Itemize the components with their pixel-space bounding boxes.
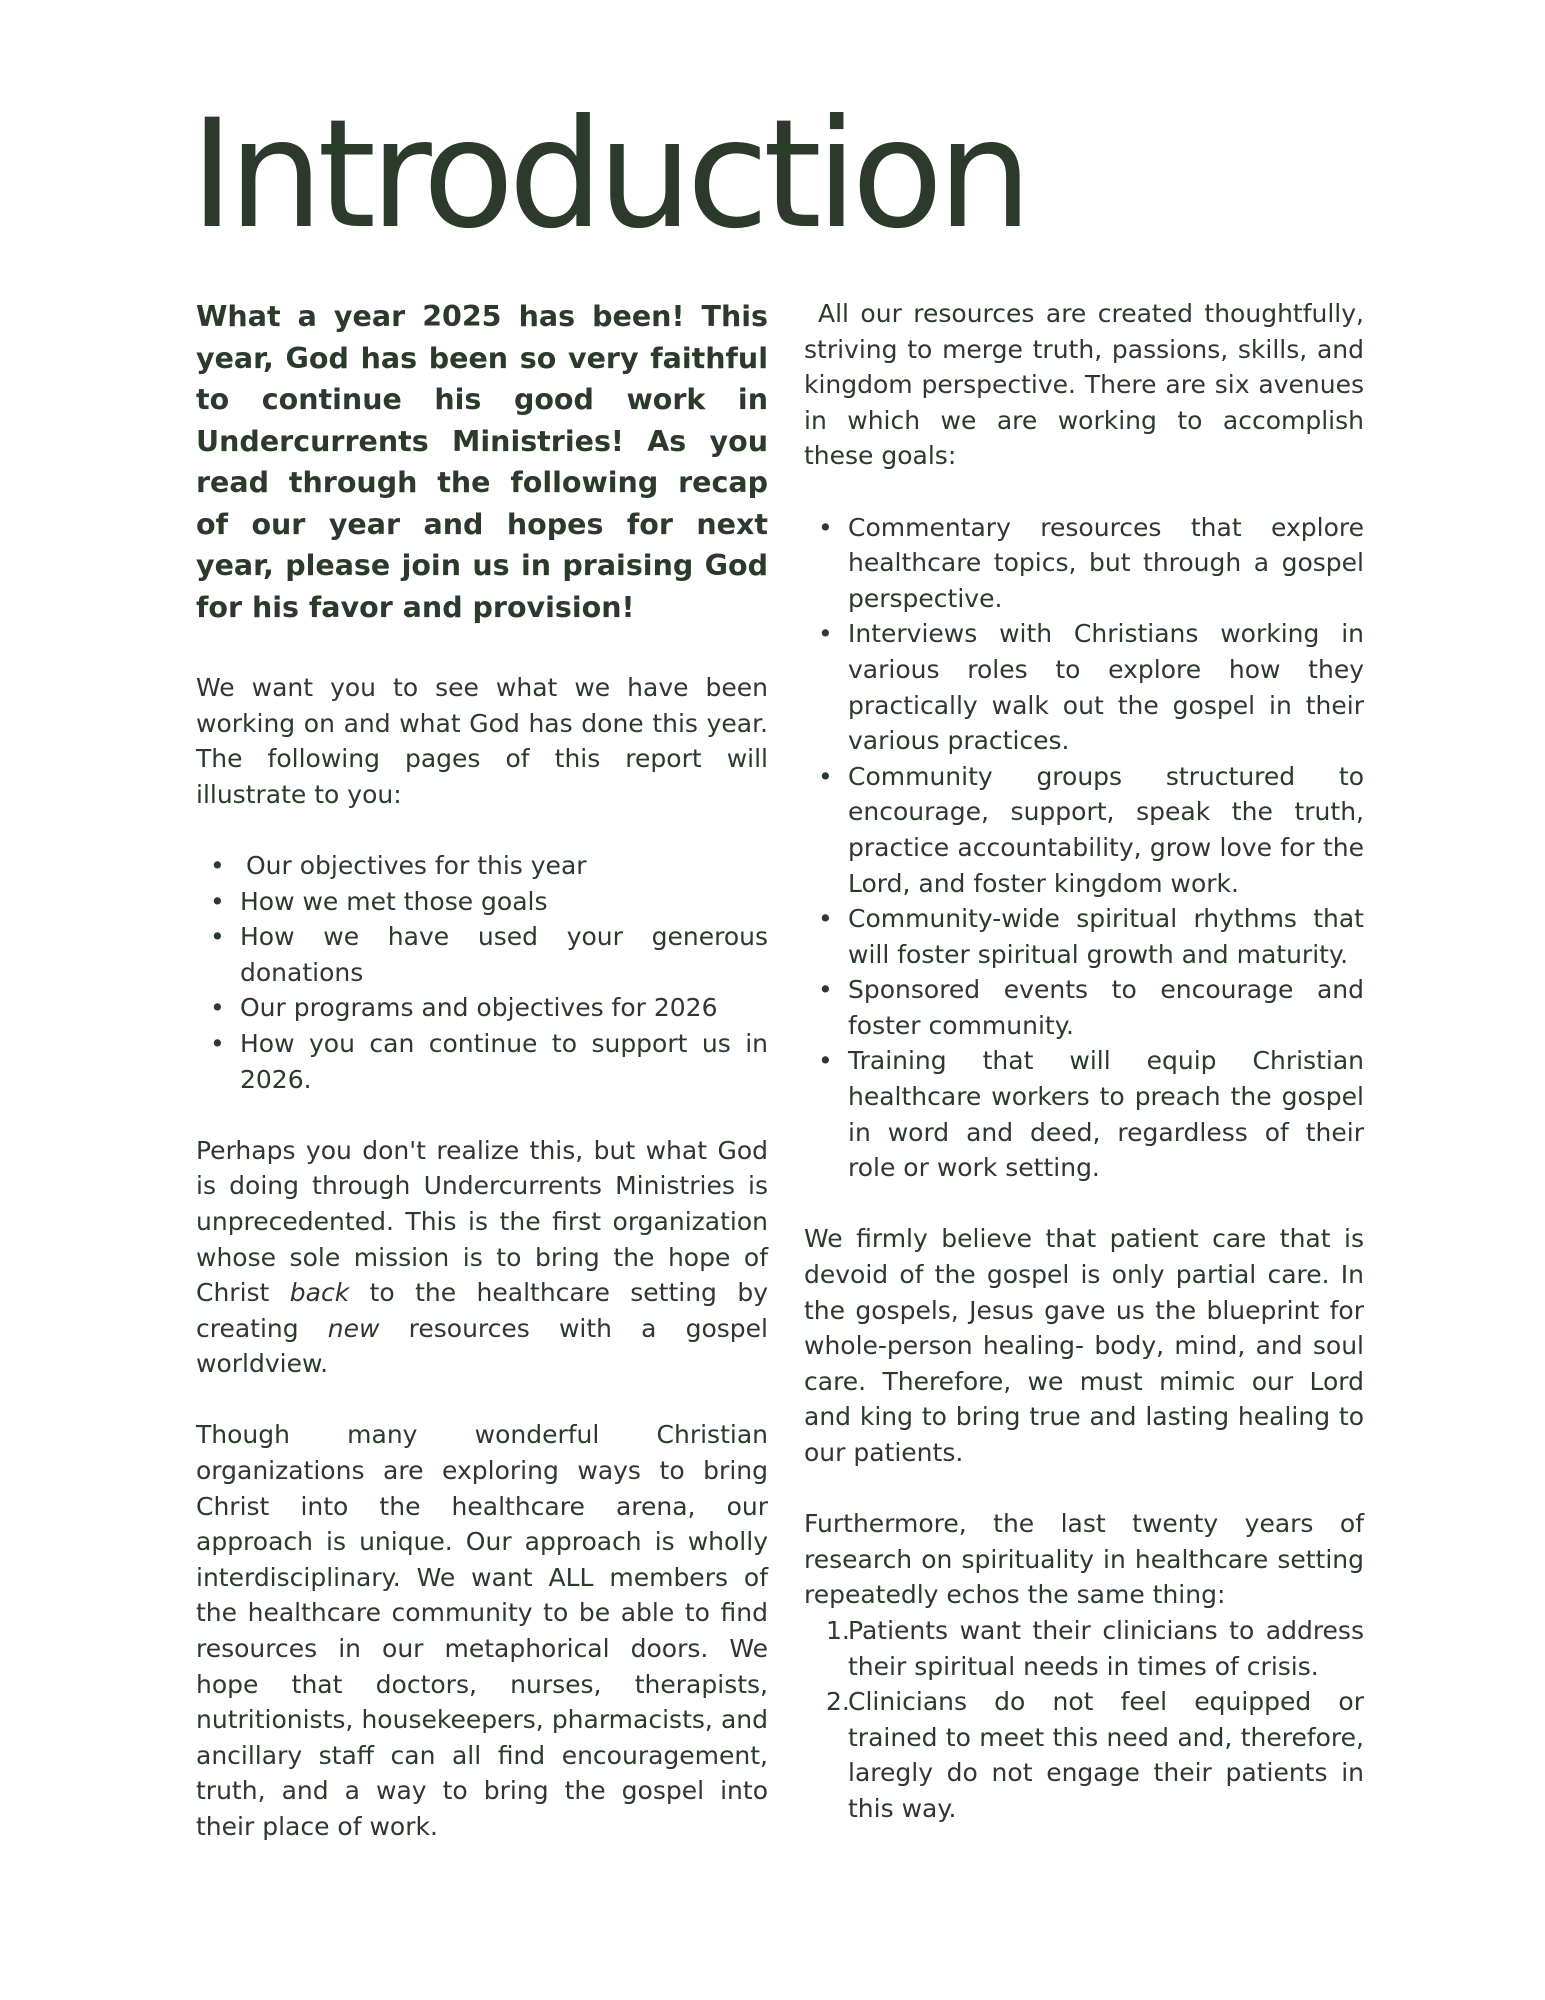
list-item: • How you can continue to support us in 2026. (196, 1026, 768, 1097)
list-item: • Commentary resources that explore healthcare topics, but through a gospel perspective. (804, 510, 1364, 617)
right-column (804, 296, 1364, 1827)
report-contents-list (196, 848, 768, 1097)
emphasis-new: new (327, 1313, 380, 1343)
list-item: • Sponsored events to encourage and foster community. (804, 972, 1364, 1043)
emphasis-back: back (289, 1278, 350, 1308)
list-item: • How we have used your generous donations (196, 919, 768, 990)
belief-paragraph: We firmly believe that patient care that is devoid of the gospel is only partial care. In the gospels, Jesus gave us the blueprint for whole-person healing- body, mind, and soul care. Therefore, we must mimic our Lord and king to bring true and lasting healing to our patients. (804, 1224, 1364, 1467)
research-findings-list (804, 1613, 1364, 1827)
list-number: 1. (826, 1615, 850, 1645)
avenues-list (804, 510, 1364, 1186)
list-item: • Community groups structured to encourage, support, speak the truth, practice accountability, grow love for the Lord, and foster kingdom work. (804, 759, 1364, 901)
list-item: • How we met those goals (196, 884, 768, 920)
approach-paragraph: Though many wonderful Christian organizations are exploring ways to bring Christ into the healthcare arena, our approach is unique. Our approach is wholly interdisciplinary. We want ALL members of the healthcare community to be able to find resources in our metaphorical doors. We hope that doctors, nurses, therapists, nutritionists, housekeepers, pharmacists, and ancillary staff can all find encouragement, truth, and a way to bring the gospel into their place of work. (196, 1420, 768, 1841)
list-item: • Interviews with Christians working in various roles to explore how they practically walk out the gospel in their various practices. (804, 616, 1364, 758)
research-paragraph: Furthermore, the last twenty years of research on spirituality in healthcare setting repeatedly echos the same thing: (804, 1509, 1364, 1610)
list-item: • Community-wide spiritual rhythms that will foster spiritual growth and maturity. (804, 901, 1364, 972)
intro-paragraph: We want you to see what we have been working on and what God has done this year. The following pages of this report will illustrate to you: (196, 673, 768, 809)
list-item: • Training that will equip Christian healthcare workers to preach the gospel in word and deed, regardless of their role or work setting. (804, 1043, 1364, 1185)
list-item: • Our programs and objectives for 2026 (196, 990, 768, 1026)
mission-paragraph: Perhaps you don't realize this, but what God is doing through Undercurrents Ministries is unprecedented. This is the first organization whose sole mission is to bring the hope of Christ back to the healthcare setting by creating new resources with a gospel worldview. (196, 1135, 768, 1379)
page-title: Introduction (190, 88, 1027, 262)
resources-paragraph: All our resources are created thoughtfully, striving to merge truth, passions, skills, and kingdom perspective. There are six avenues in which we are working to accomplish these goals: (804, 299, 1364, 471)
list-item: 1. Patients want their clinicians to address their spiritual needs in times of crisis. (804, 1613, 1364, 1684)
lead-paragraph: What a year 2025 has been! This year, God has been so very faithful to continue his good work in Undercurrents Ministries! As you read through the following recap of our year and hopes for next year, please join us in praising God for his favor and provision! (196, 300, 768, 624)
list-number: 2. (826, 1687, 850, 1717)
list-item: • Our objectives for this year (196, 848, 768, 884)
list-item: 2. Clinicians do not feel equipped or trained to meet this need and, therefore, laregly do not engage their patients in this way. (804, 1684, 1364, 1826)
left-column (196, 296, 768, 1845)
